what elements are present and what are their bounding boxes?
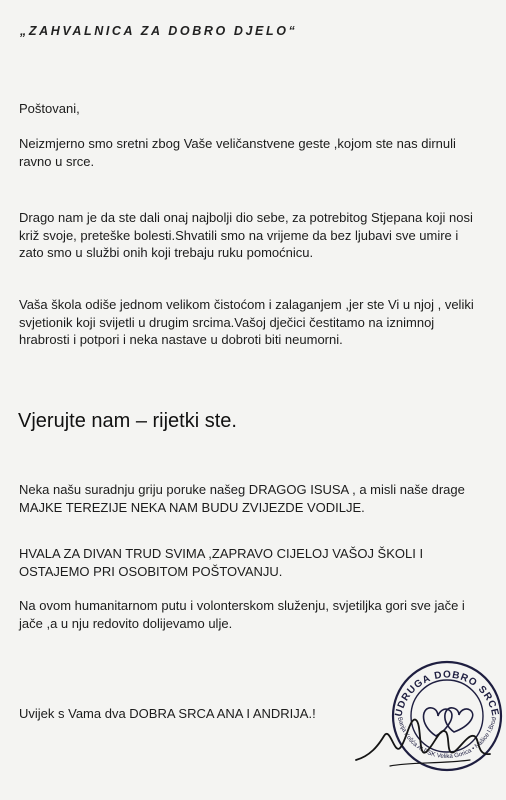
highlight-sentence: Vjerujte nam – rijetki ste. bbox=[18, 410, 237, 432]
paragraph-2: Drago nam je da ste dali onaj najbolji dio sebe, za potrebitog Stjepana koji nosi križ svoje, preteške bolesti.Shvatili smo na vrijeme da bez ljubavi sve umire i zato smo u službi onih koji trebaju ruku pomoćnicu. bbox=[19, 210, 473, 260]
letter-title: „ZAHVALNICA ZA DOBRO DJELO“ bbox=[20, 24, 298, 38]
paragraph-3: Vaša škola odiše jednom velikom čistoćom i zalaganjem ,jer ste Vi u njoj , veliki svjetionik koji svijetli u drugim srcima.Vašoj dječici čestitamo na iznimnoj hrabrosti i potpori i neka nastave u dobroti biti neumorni. bbox=[19, 297, 474, 347]
handwritten-signature bbox=[350, 696, 500, 776]
svg-text:Banja Košća ALDSK Velika Goric: Banja Košća ALDSK Velika Gorica • Našice I.Brod bbox=[395, 716, 499, 761]
closing-signature-line: Uvijek s Vama dva DOBRA SRCA ANA I ANDRIJA.! bbox=[19, 706, 316, 721]
paragraph-5: HVALA ZA DIVAN TRUD SVIMA ,ZAPRAVO CIJELOJ VAŠOJ ŠKOLI I OSTAJEMO PRI OSOBITOM POŠTOVANJU. bbox=[19, 546, 424, 579]
paragraph-4: Neka našu suradnju griju poruke našeg DRAGOG ISUSA , a misli naše drage MAJKE TEREZIJE NEKA NAM BUDU ZVIJEZDE VODILJE. bbox=[19, 482, 465, 515]
svg-text:UDRUGA DOBRO SRCE: UDRUGA DOBRO SRCE bbox=[393, 669, 501, 718]
paragraph-6: Na ovom humanitarnom putu i volonterskom služenju, svjetiljka gori sve jače i jače ,a u nju redovito dolijevamo ulje. bbox=[19, 598, 465, 631]
greeting: Poštovani, bbox=[19, 101, 80, 116]
paragraph-1: Neizmjerno smo sretni zbog Vaše veličanstvene geste ,kojom ste nas dirnuli ravno u srce. bbox=[19, 136, 456, 169]
